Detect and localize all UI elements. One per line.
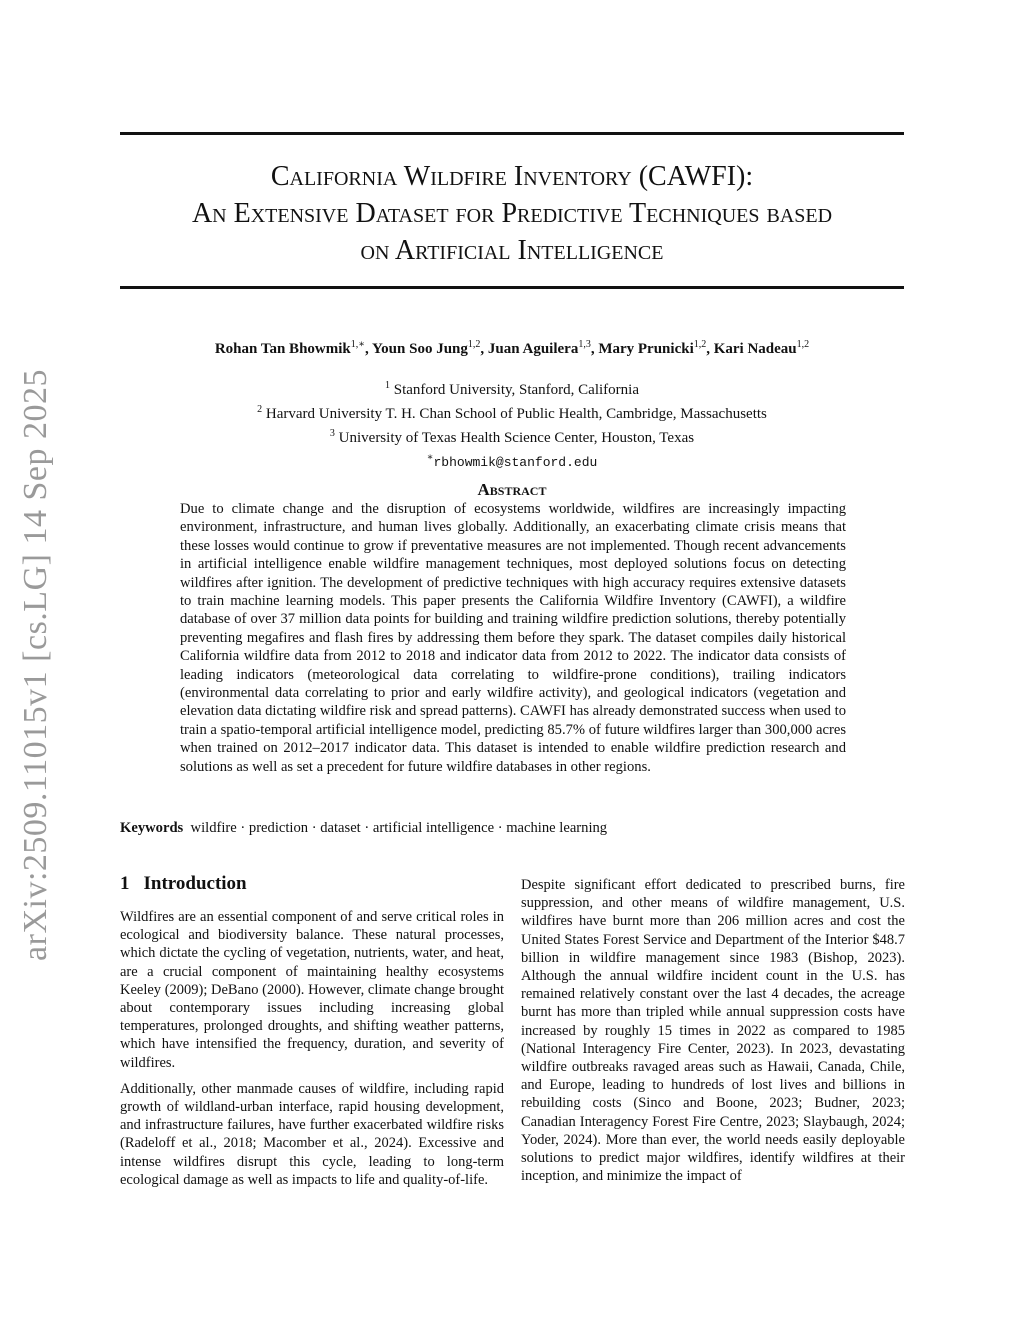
affiliation-list xyxy=(110,376,914,472)
body-paragraph: Despite significant effort dedicated to prescribed burns, fire suppression, and other means of wildfire management, U.S. wildfires have burnt more than 206 million acres and cost the United States Forest Service and Department of the Interior $48.7 billion in wildfire management since 1983 (Bishop, 2023). Although the annual wildfire incident count in the U.S. has remained relatively constant over the last 4 decades, the acreage burnt has more than tripled while annual suppression costs have increased by roughly 15 times in 2022 as compared to 1985 (National Interagency Fire Center, 2023). In 2023, devastating wildfire outbreaks ravaged areas such as Hawaii, Canada, Chile, and Europe, leading to hundreds of lost lives and billions in rebuilding costs (Sinco and Boone, 2023; Budner, 2023; Canadian Interagency Forest Fire Centre, 2023; Slaybaugh, 2024; Yoder, 2024). More than ever, the world needs easily deployable solutions to predict major wildfires, identify wildfires at their inception, and minimize the impact of xyxy=(521,877,905,1185)
keywords-list: wildfire · prediction · dataset · artificial intelligence · machine learning xyxy=(190,820,608,836)
author-affiliation-marker: 1,2 xyxy=(796,339,810,350)
arxiv-side-stamp xyxy=(12,370,60,960)
title-line: An Extensive Dataset for Predictive Techniques based xyxy=(191,198,833,229)
affiliation-marker: 2 xyxy=(257,404,263,415)
email-marker: ∗ xyxy=(426,452,434,463)
title-top-rule xyxy=(120,132,904,135)
affiliation-marker: 1 xyxy=(385,380,390,391)
title-bottom-rule xyxy=(120,286,904,289)
section-number: 1 xyxy=(120,873,130,894)
keywords-label: Keywords xyxy=(120,820,184,836)
affiliation-text: Harvard University T. H. Chan School of Public Health, Cambridge, Massachusetts xyxy=(265,406,767,422)
left-column xyxy=(120,908,504,1197)
affiliation xyxy=(110,424,914,448)
section-title: Introduction xyxy=(143,873,247,894)
right-column xyxy=(521,876,905,1193)
affiliation xyxy=(110,400,914,424)
arxiv-identifier: arXiv:2509.11015v1 [cs.LG] 14 Sep 2025 xyxy=(17,369,55,961)
title-line: California Wildfire Inventory (CAWFI): xyxy=(270,161,754,192)
paper-title xyxy=(110,158,914,269)
keywords-line xyxy=(120,820,904,837)
author-separator: , xyxy=(590,341,599,357)
author-affiliation-marker: 1,3 xyxy=(578,339,591,350)
abstract-body: Due to climate change and the disruption of ecosystems worldwide, wildfires are increasingly impacting environment, infrastructure, and human lives globally. Additionally, an exacerbating climate crisis means that these losses would continue to grow if preventative measures are not implemented. Though recent advancements in artificial intelligence enable wildfire management techniques, most deployed solutions focus on detecting wildfires after ignition. The development of predictive techniques with high accuracy requires extensive datasets to train machine learning models. This paper presents the California Wildfire Inventory (CAWFI), a wildfire database of over 37 million data points for building and training wildfire prediction solutions, thereby potentially preventing megafires and flash fires by addressing them before they spark. The dataset compiles daily historical California wildfire data from 2012 to 2018 and indicator data from 2012 to 2022. The indicator data consists of leading indicators (meteorological data correlating to wildfire-prone conditions), trailing indicators (environmental data correlating to prior and early wildfire activity), and geological indicators (vegetation and elevation data dictating wildfire risk and spread patterns). CAWFI has already demonstrated success when used to train a spatio-temporal artificial intelligence model, predicting 85.7% of future wildfires larger than 300,000 acres when trained on 2012–2017 indicator data. This dataset is intended to enable wildfire prediction research and solutions as well as set a precedent for future wildfire databases in other regions. xyxy=(180,501,846,775)
author-separator: , xyxy=(365,341,372,357)
author-name: Mary Prunicki xyxy=(598,341,694,357)
author-affiliation-marker: 1,∗ xyxy=(350,339,366,350)
affiliation-text: Stanford University, Stanford, California xyxy=(393,382,639,398)
affiliation-text: University of Texas Health Science Center, Houston, Texas xyxy=(338,430,695,446)
email-address[interactable]: rbhowmik@stanford.edu xyxy=(433,455,598,470)
author-name: Youn Soo Jung xyxy=(372,341,468,357)
body-paragraph: Wildfires are an essential component of and serve critical roles in ecological and biodiversity balance. These natural processes, which dictate the cycling of vegetation, nutrients, water, and heat, are a crucial component of maintaining healthy ecosystems Keeley (2009); DeBano (2000). However, climate change brought about contemporary issues including increasing global temperatures, prolonged droughts, and shifting weather patterns, which have intensified the frequency, duration, and severity of wildfires. xyxy=(120,909,504,1071)
author-name: Kari Nadeau xyxy=(713,341,797,357)
author-separator: , xyxy=(480,341,488,357)
affiliation-marker: 3 xyxy=(329,428,335,439)
affiliation xyxy=(110,376,914,400)
author-affiliation-marker: 1,2 xyxy=(693,339,707,350)
abstract-heading: Abstract xyxy=(477,480,547,499)
body-paragraph: Additionally, other manmade causes of wildfire, including rapid growth of wildland-urban interface, rapid housing development, and infrastructure failures, have further exacerbated wildfire risks (Radeloff et al., 2018; Macomber et al., 2024). Excessive and intense wildfires disrupt this cycle, leading to long-term ecological damage as well as impacts to life and quality-of-life. xyxy=(120,1080,504,1188)
author-separator: , xyxy=(706,341,714,357)
author-name: Juan Aguilera xyxy=(487,341,579,357)
author-name: Rohan Tan Bhowmik xyxy=(214,341,351,357)
corresponding-email xyxy=(110,448,914,472)
title-line: on Artificial Intelligence xyxy=(360,235,664,266)
author-list xyxy=(110,339,914,358)
author-affiliation-marker: 1,2 xyxy=(467,339,481,350)
section-heading xyxy=(120,873,247,895)
